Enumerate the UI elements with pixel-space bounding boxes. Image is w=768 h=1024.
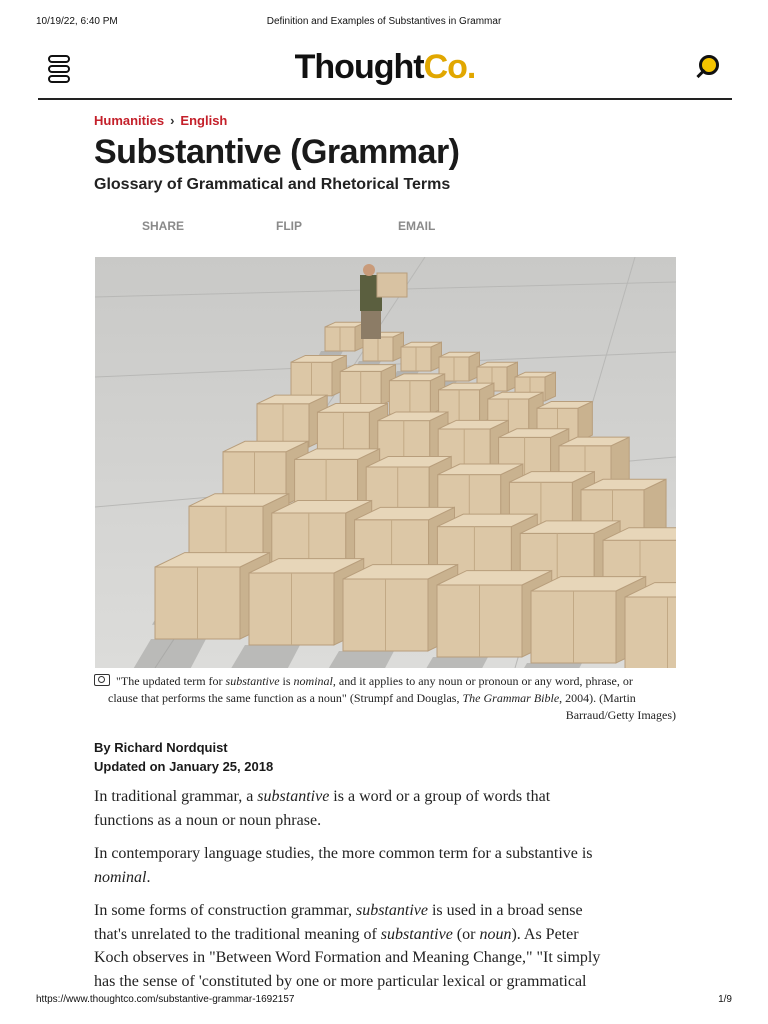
paragraph-3: In some forms of construction grammar, substantive is used in a broad sense that's unrelated to the traditional meaning of substantive (or noun). As Peter Koch observes in "Between Word Formation and Meaning Change," "It simply has the sense of 'constituted by one or more particular lexical or grammatical bbox=[94, 902, 601, 990]
paragraph-2: In contemporary language studies, the more common term for a substantive is nominal. bbox=[94, 845, 593, 886]
site-header bbox=[38, 38, 732, 100]
article-body bbox=[94, 785, 684, 1003]
image-caption: "The updated term for substantive is nominal, and it applies to any noun or pronoun or any word, phrase, or clause that performs the same function as a noun" (Strumpf and Douglas, The Grammar Bible, 2004). (Martin Barraud/Getty Images) bbox=[94, 673, 676, 724]
search-icon[interactable] bbox=[694, 55, 720, 81]
site-logo[interactable] bbox=[38, 48, 732, 87]
camera-icon bbox=[94, 674, 110, 686]
share-button[interactable]: SHARE bbox=[142, 219, 185, 233]
breadcrumb bbox=[94, 113, 227, 128]
print-url: https://www.thoughtco.com/substantive-grammar-1692157 bbox=[36, 994, 295, 1005]
print-datetime: 10/19/22, 6:40 PM bbox=[36, 16, 118, 27]
breadcrumb-english[interactable]: English bbox=[180, 113, 228, 128]
hero-image bbox=[95, 257, 676, 668]
byline bbox=[94, 738, 273, 776]
updated-date: Updated on January 25, 2018 bbox=[94, 759, 274, 774]
flip-button[interactable]: FLIP bbox=[276, 219, 302, 233]
print-page-number: 1/9 bbox=[718, 994, 732, 1005]
page-title: Substantive (Grammar) bbox=[94, 133, 460, 171]
share-bar bbox=[94, 219, 674, 235]
logo-accent: Co. bbox=[423, 48, 476, 86]
boxes-photo bbox=[95, 257, 676, 668]
email-button[interactable]: EMAIL bbox=[398, 219, 436, 233]
paragraph-1: In traditional grammar, a substantive is a word or a group of words that functions as a noun or noun phrase. bbox=[94, 788, 551, 829]
print-header bbox=[0, 16, 768, 30]
author[interactable]: By Richard Nordquist bbox=[94, 740, 228, 755]
logo-main: Thought bbox=[294, 48, 424, 86]
breadcrumb-separator: › bbox=[170, 113, 175, 128]
print-doc-title: Definition and Examples of Substantives in Grammar bbox=[266, 16, 502, 27]
page-subtitle: Glossary of Grammatical and Rhetorical Terms bbox=[94, 176, 451, 193]
breadcrumb-humanities[interactable]: Humanities bbox=[94, 113, 165, 128]
